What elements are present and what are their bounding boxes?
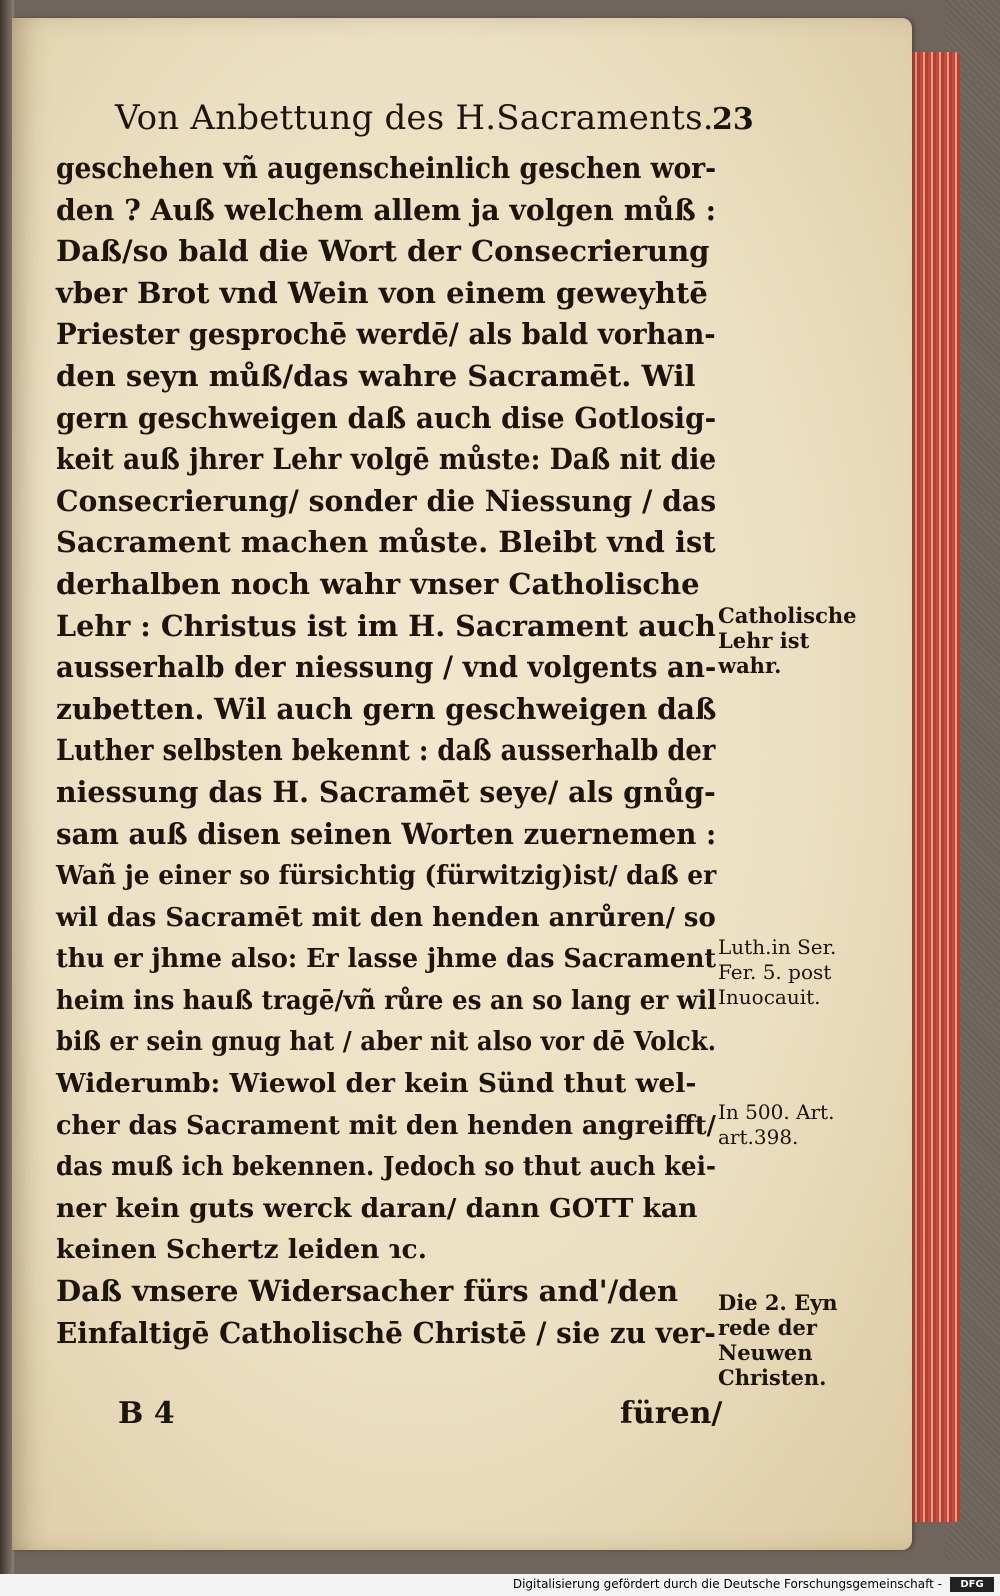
text-line: Lehr : Christus ist im H. Sacrament auch [56, 608, 716, 643]
text-line: Consecrierung/ sonder die Niessung / das [56, 483, 717, 518]
marginal-line: rede der [718, 1315, 817, 1340]
marginal-note-objection [718, 1290, 838, 1390]
marginal-line: Die 2. Eyn [718, 1290, 838, 1315]
text-line: Daß/so bald die Wort der Consecrierung [56, 234, 710, 269]
main-text-block [56, 148, 716, 1354]
quote-line: keinen Schertz leiden ɿc. [56, 1234, 427, 1266]
marginal-line: Fer. 5. post [718, 960, 832, 984]
quote-line: das muß ich bekennen. Jedoch so thut auch kei- [56, 1151, 716, 1183]
marginal-line: In 500. Art. [718, 1100, 835, 1124]
text-line: den seyn můß/das wahre Sacramēt. Wil [56, 358, 696, 393]
quote-line: biß er sein gnug hat / aber nit also vor dē Volck. [56, 1026, 717, 1058]
signature-mark: B 4 [118, 1396, 175, 1431]
text-line: Priester gesprochē werdē/ als bald vorhan- [56, 317, 716, 352]
text-line: Luther selbsten bekennt : daß ausserhalb der [56, 733, 716, 768]
marginal-line: art.398. [718, 1125, 799, 1149]
page-number: 23 [712, 102, 754, 137]
running-head: Von Anbettung des H.Sacraments. [115, 98, 714, 138]
text-line: Einfaltigē Catholischē Christē / sie zu ver- [56, 1315, 716, 1350]
marginal-line: wahr. [718, 653, 782, 678]
text-line: geschehen vñ augenscheinlich geschen wor- [56, 151, 717, 185]
text-line: derhalben noch wahr vnser Catholische [56, 566, 700, 601]
marginal-note-luther-sermon [718, 935, 836, 1010]
text-line: zubetten. Wil auch gern geschweigen daß [56, 691, 717, 726]
quote-line: heim ins hauß tragē/vñ růre es an so lang er wil [56, 984, 717, 1016]
text-line: vber Brot vnd Wein von einem geweyhtē [56, 275, 708, 310]
text-line: Daß vnsere Widersacher fürs and'/den [56, 1274, 679, 1309]
text-line: keit auß jhrer Lehr volgē můste: Daß nit die [56, 442, 717, 477]
marginal-note-catholic-doctrine [718, 603, 857, 678]
marginal-note-article-reference [718, 1100, 834, 1150]
text-line: ausserhalb der niessung / vnd volgents an- [56, 650, 717, 685]
quote-line: Widerumb: Wiewol der kein Sünd thut wel- [56, 1068, 697, 1100]
text-line: sam auß disen seinen Worten zuernemen : [56, 816, 717, 851]
catchword: füren/ [620, 1396, 723, 1431]
marginal-line: Luth.in Ser. [718, 935, 837, 959]
marginal-line: Neuwen [718, 1340, 813, 1365]
marginal-line: Inuocauit. [718, 985, 821, 1009]
text-line: niessung das H. Sacramēt seye/ als gnůg- [56, 774, 716, 809]
marginal-line: Catholische [718, 603, 857, 628]
quote-line: Wañ je einer so fürsichtig (fürwitzig)ist/ daß er [56, 860, 717, 892]
funding-credit: Digitalisierung gefördert durch die Deutsche Forschungsgemeinschaft - [512, 1577, 942, 1591]
text-line: den ? Auß welchem allem ja volgen můß : [56, 192, 717, 227]
marginal-line: Christen. [718, 1365, 827, 1390]
quote-line: ner kein guts werck daran/ dann GOTT kan [56, 1192, 698, 1224]
text-line: Sacrament machen můste. Bleibt vnd ist [56, 525, 716, 560]
text-line: gern geschweigen daß auch dise Gotlosig- [56, 400, 717, 435]
quote-line: thu er jhme also: Er lasse jhme das Sacrament [56, 943, 717, 975]
dfg-logo: DFG [950, 1577, 994, 1592]
marginal-line: Lehr ist [718, 628, 810, 653]
quote-line: wil das Sacramēt mit den henden anrůren/ so [56, 901, 716, 933]
quote-line: cher das Sacrament mit den henden angreifft/ [56, 1109, 716, 1141]
